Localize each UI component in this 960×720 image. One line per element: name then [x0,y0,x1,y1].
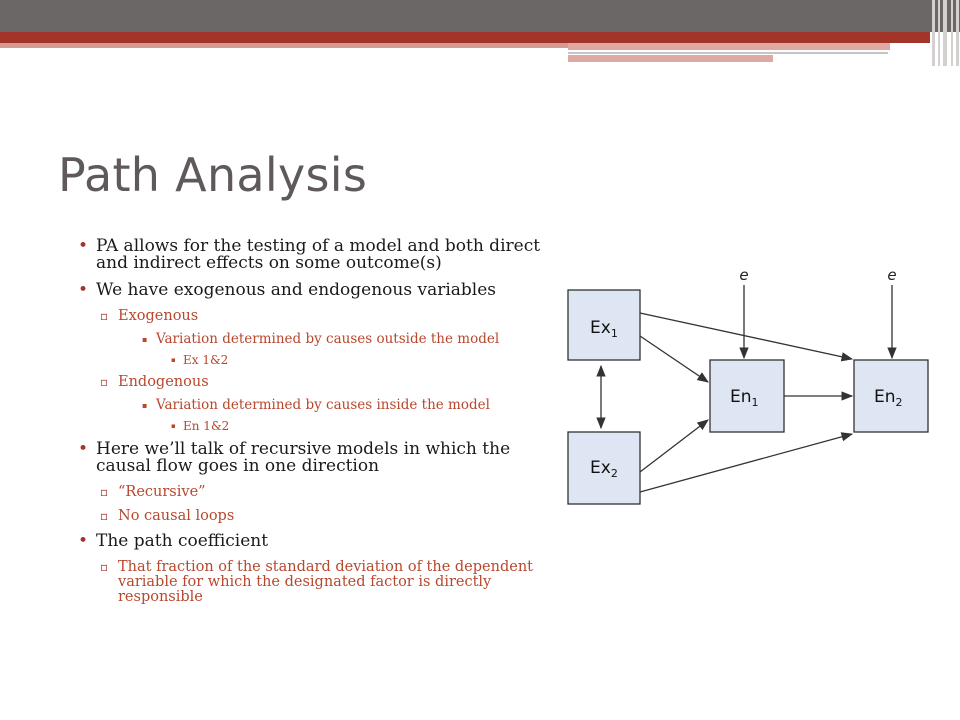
bullet: • We have exogenous and endogenous variables [78,282,558,299]
slide-title: Path Analysis [58,148,368,202]
node-en1 [710,360,784,432]
bullet: • PA allows for the testing of a model and both direct and indirect effects on some outcome(s) [78,238,558,272]
node-subscript: 1 [610,327,618,340]
sub-bullet: ▫ Exogenous [78,309,558,324]
node-subscript: 2 [610,467,618,480]
sub-sub-bullet: ▪ Variation determined by causes outside the model [78,333,558,346]
node-ex1 [568,290,640,360]
header-accent-stripe [0,43,570,48]
header-bar [0,0,960,32]
header-accent-bar [0,32,930,43]
sub-bullet: ▫ “Recursive” [78,485,558,500]
node-subscript: 2 [895,396,903,409]
sub-sub-bullet: ▪ Variation determined by causes inside the model [78,399,558,412]
sub-bullet: ▫ That fraction of the standard deviation of the dependent variable for which the designated factor is directly responsible [78,560,558,605]
sub-bullet: ▫ Endogenous [78,375,558,390]
node-label: En [874,387,896,407]
sub-bullet: ▫ No causal loops [78,509,558,524]
header-vertical-stripes [930,0,960,66]
bullet: • The path coefficient [78,533,558,550]
path-diagram [560,260,940,520]
arrow-ex1-en2 [640,313,852,359]
node-label: Ex [590,458,611,478]
arrow-ex1-en1 [640,336,708,382]
sub-sub-sub-bullet: ▪ Ex 1&2 [78,354,558,366]
node-subscript: 1 [751,396,759,409]
arrow-ex2-en2 [640,434,852,492]
slide-body [78,238,558,614]
error-term-label: e [887,266,897,284]
arrow-ex2-en1 [640,420,708,472]
sub-sub-sub-bullet: ▪ En 1&2 [78,420,558,432]
header-accent-stripe [568,43,890,50]
node-en2 [854,360,928,432]
node-label: Ex [590,318,611,338]
header-accent-stripe [568,55,773,62]
error-term-label: e [739,266,749,284]
header-accent-line [568,52,888,54]
node-ex2 [568,432,640,504]
node-label: En [730,387,752,407]
bullet: • Here we’ll talk of recursive models in which the causal flow goes in one direction [78,441,558,475]
